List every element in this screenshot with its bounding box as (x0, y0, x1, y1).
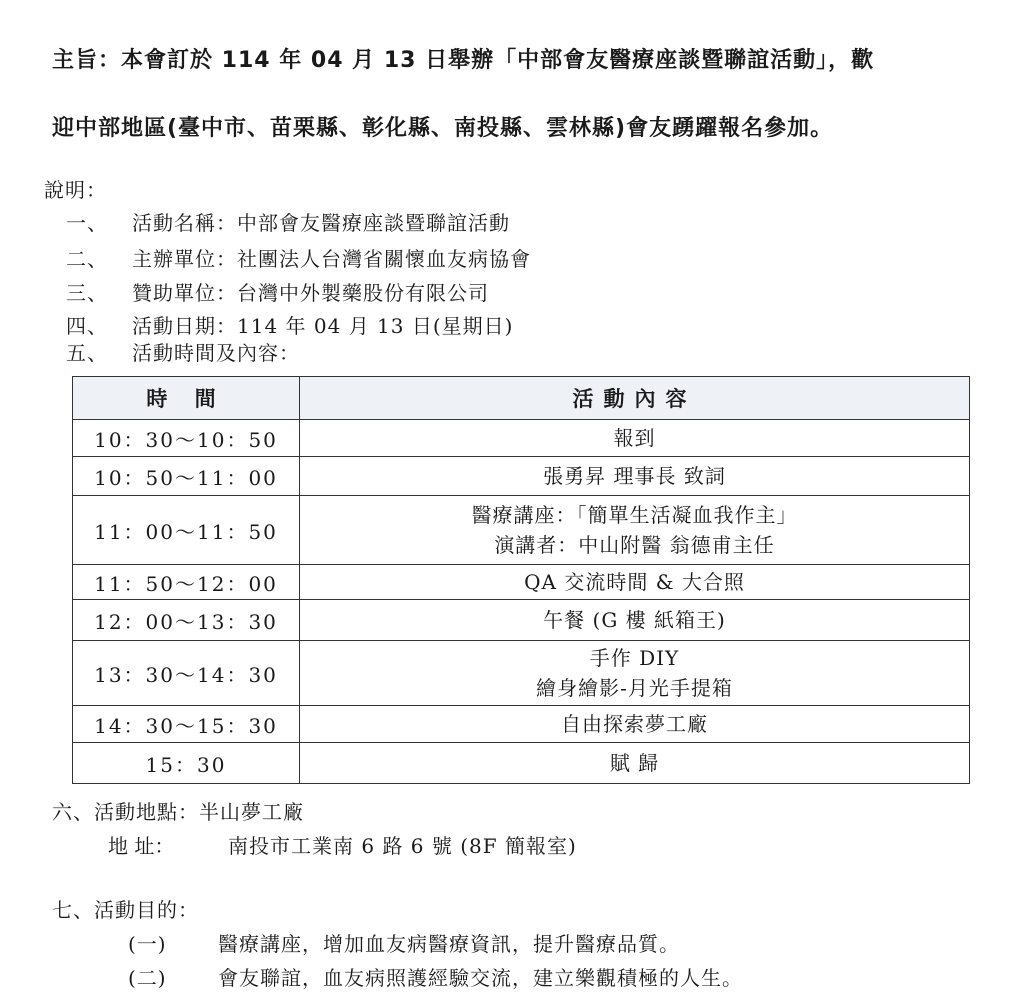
purpose-text: 會友聯誼，血友病照護經驗交流，建立樂觀積極的人生。 (218, 966, 743, 990)
table-row (73, 565, 970, 600)
item-text: 活動日期：114 年 04 月 13 日(星期日) (132, 314, 514, 338)
item-text: 贊助單位：台灣中外製藥股份有限公司 (132, 281, 489, 305)
schedule-header-row (73, 377, 970, 420)
explanation-item (66, 278, 489, 308)
content-cell (300, 420, 970, 457)
explanation-item (66, 338, 300, 368)
purpose-heading: 七、活動目的： (52, 898, 199, 922)
content-line: 演講者：中山附醫 翁德甫主任 (494, 533, 775, 557)
content-line: 賦 歸 (609, 751, 660, 775)
time-cell: 11：00～11：50 (73, 496, 300, 565)
content-line: 醫療講座：「簡單生活凝血我作主」 (471, 503, 798, 527)
subject-line-1: 主旨：本會訂於 114 年 04 月 13 日舉辦「中部會友醫療座談暨聯誼活動」，歡 (52, 48, 875, 73)
content-cell (300, 641, 970, 706)
time-cell: 13：30～14：30 (73, 641, 300, 706)
purpose-text: 醫療講座，增加血友病醫療資訊，提升醫療品質。 (218, 932, 680, 956)
explanation-item (66, 311, 513, 341)
time-cell: 14：30～15：30 (73, 706, 300, 743)
table-row (73, 743, 970, 784)
item-text: 主辦單位：社團法人台灣省關懷血友病協會 (132, 247, 531, 271)
item-number: 四、 (66, 314, 108, 338)
item-number: 一、 (66, 211, 108, 235)
table-row (73, 641, 970, 706)
time-column-header: 時 間 (73, 377, 300, 420)
address-label: 地 址： (108, 834, 175, 858)
explanation-item (66, 208, 510, 238)
content-line: 繪身繪影-月光手提箱 (536, 676, 733, 700)
table-row (73, 496, 970, 565)
purpose-number: (一) (128, 932, 167, 956)
content-cell (300, 706, 970, 743)
item-text: 活動時間及內容： (132, 341, 300, 365)
time-cell: 10：30～10：50 (73, 420, 300, 457)
address-text: 南投市工業南 6 路 6 號 (8F 簡報室) (228, 834, 577, 858)
purpose-item (128, 962, 743, 991)
table-row (73, 420, 970, 457)
time-cell: 10：50～11：00 (73, 457, 300, 496)
table-row (73, 706, 970, 743)
location-line: 六、活動地點：半山夢工廠 (52, 800, 304, 824)
subject-line-2: 迎中部地區(臺中市、苗栗縣、彰化縣、南投縣、雲林縣)會友踴躍報名參加。 (52, 116, 834, 141)
content-line: QA 交流時間 & 大合照 (524, 570, 745, 594)
content-line: 午餐 (G 樓 紙箱王) (543, 608, 726, 632)
content-line: 張勇昇 理事長 致詞 (543, 464, 726, 488)
purpose-item (128, 928, 680, 957)
time-cell: 11：50～12：00 (73, 565, 300, 600)
content-column-header: 活動內容 (300, 377, 970, 420)
time-cell: 15：30 (73, 743, 300, 784)
item-number: 三、 (66, 281, 108, 305)
content-cell (300, 565, 970, 600)
content-cell (300, 743, 970, 784)
content-cell (300, 600, 970, 641)
content-line: 手作 DIY (589, 646, 680, 670)
purpose-number: (二) (128, 966, 167, 990)
explanation-item (66, 244, 531, 274)
content-cell (300, 496, 970, 565)
item-number: 二、 (66, 247, 108, 271)
address-line (108, 830, 577, 859)
content-cell (300, 457, 970, 496)
item-number: 五、 (66, 341, 108, 365)
schedule-table (72, 376, 970, 784)
time-cell: 12：00～13：30 (73, 600, 300, 641)
table-row (73, 600, 970, 641)
item-text: 活動名稱：中部會友醫療座談暨聯誼活動 (132, 211, 510, 235)
explanation-heading: 說明： (44, 178, 107, 202)
content-line: 報到 (613, 426, 656, 450)
content-line: 自由探索夢工廠 (561, 712, 708, 736)
table-row (73, 457, 970, 496)
